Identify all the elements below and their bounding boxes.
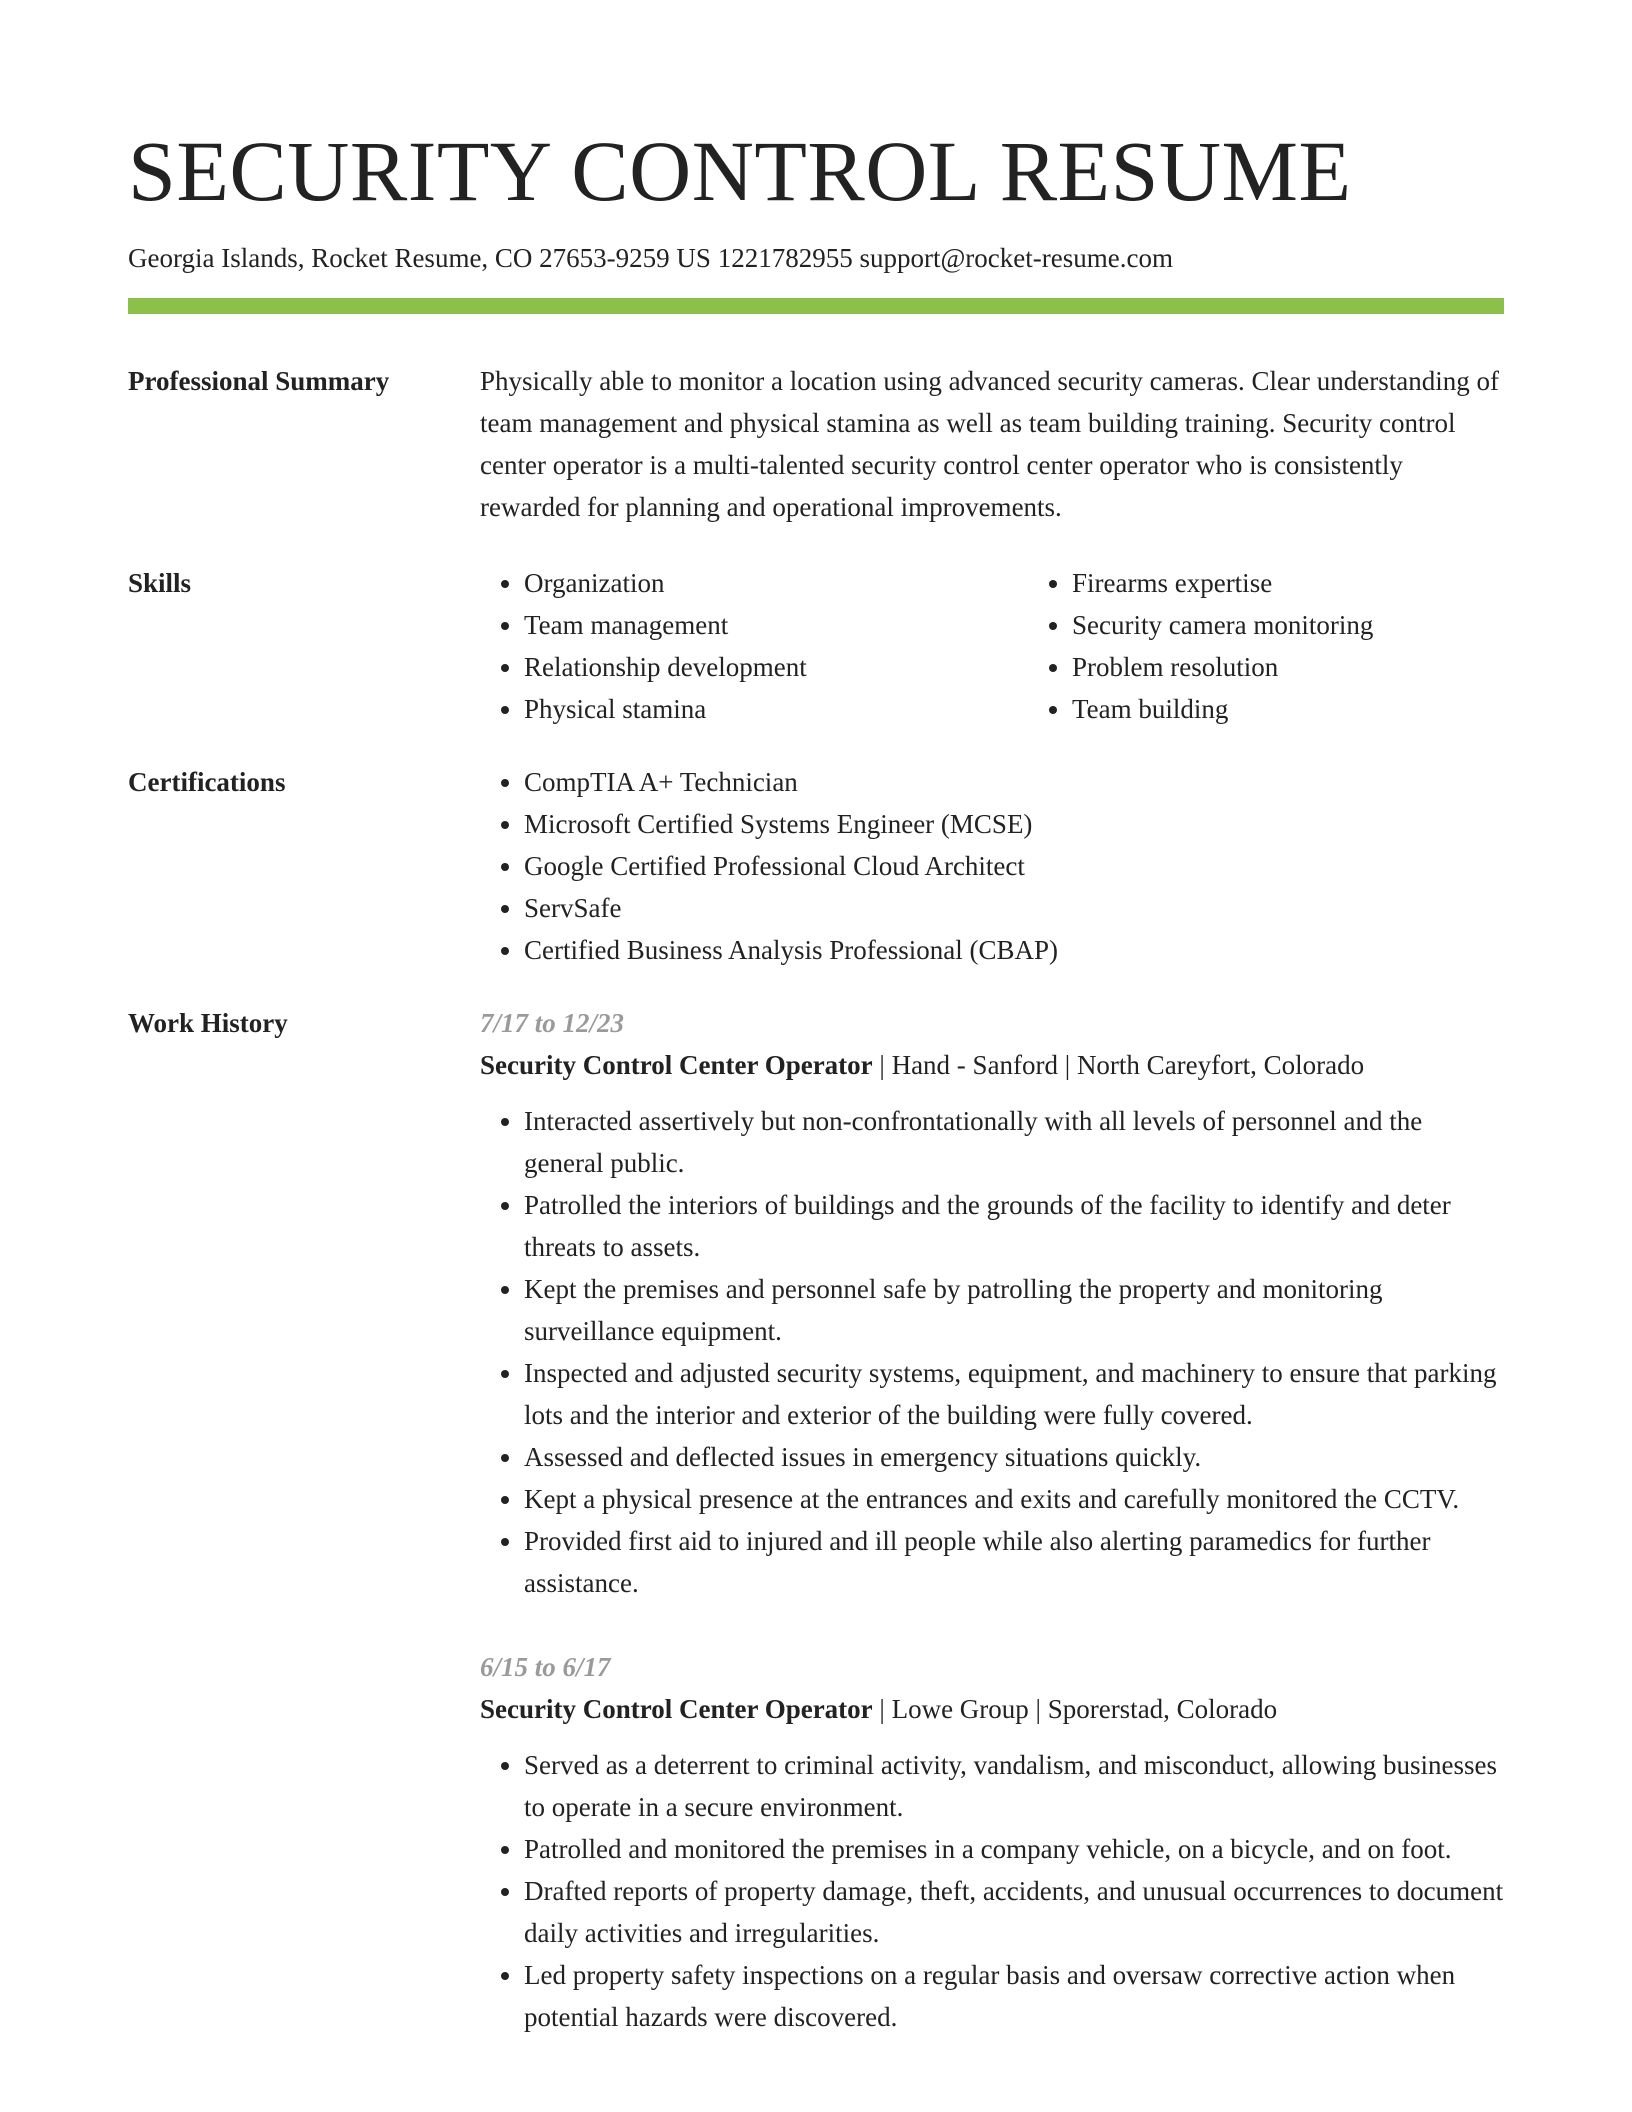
skills-label: Skills — [128, 568, 192, 599]
job-bullet: • Assessed and deflected issues in emergency situations quickly. — [524, 1436, 1504, 1478]
job-entry — [480, 1646, 1504, 2038]
job-details: | Lowe Group | Sporerstad, Colorado — [872, 1694, 1278, 1725]
certification-item: • Certified Business Analysis Professional (CBAP) — [524, 929, 1504, 971]
job-bullet: • Patrolled the interiors of buildings and the grounds of the facility to identify and deter threats to assets. — [524, 1184, 1504, 1268]
resume-title: SECURITY CONTROL RESUME — [128, 123, 1352, 219]
job-heading — [480, 1044, 1504, 1086]
certifications-label: Certifications — [128, 767, 286, 798]
skill-item: • Team management — [524, 604, 1028, 646]
contact-line: Georgia Islands, Rocket Resume, CO 27653-9259 US 1221782955 support@rocket-resume.com — [128, 243, 1173, 273]
summary-label: Professional Summary — [128, 366, 390, 397]
work-history-label: Work History — [128, 1008, 288, 1039]
job-bullet: • Patrolled and monitored the premises in a company vehicle, on a bicycle, and on foot. — [524, 1828, 1504, 1870]
job-bullet: • Led property safety inspections on a regular basis and oversaw corrective action when potential hazards were discovered. — [524, 1954, 1504, 2038]
skill-item: • Physical stamina — [524, 688, 1028, 730]
skill-item: • Firearms expertise — [1072, 562, 1576, 604]
skills-grid — [480, 562, 1576, 730]
job-bullet: • Drafted reports of property damage, theft, accidents, and unusual occurrences to document daily activities and irregularities. — [524, 1870, 1504, 1954]
summary-section — [128, 360, 1504, 528]
resume-page — [128, 0, 1504, 2080]
job-heading — [480, 1688, 1504, 1730]
work-history-section — [128, 1002, 1504, 2080]
skill-item: • Security camera monitoring — [1072, 604, 1576, 646]
accent-divider — [128, 298, 1504, 314]
certification-item: • Microsoft Certified Systems Engineer (MCSE) — [524, 803, 1504, 845]
summary-text: Physically able to monitor a location using advanced security cameras. Clear understanding of team management and physical stamina as well as team building training. Security control center operator is a multi-talented security control center operator who is consistently rewarded for planning and operational improvements. — [480, 366, 1499, 523]
skills-list-right — [1028, 562, 1576, 730]
certification-item: • ServSafe — [524, 887, 1504, 929]
job-bullet: • Provided first aid to injured and ill people while also alerting paramedics for further assistance. — [524, 1520, 1504, 1604]
job-dates: 7/17 to 12/23 — [480, 1008, 625, 1039]
job-bullet: • Served as a deterrent to criminal activity, vandalism, and misconduct, allowing businesses to operate in a secure environment. — [524, 1744, 1504, 1828]
certification-item: • CompTIA A+ Technician — [524, 761, 1504, 803]
certifications-list — [480, 761, 1504, 971]
skill-item: • Relationship development — [524, 646, 1028, 688]
skills-list-left — [480, 562, 1028, 730]
job-title: Security Control Center Operator — [480, 1050, 873, 1081]
job-bullet: • Kept the premises and personnel safe by patrolling the property and monitoring surveillance equipment. — [524, 1268, 1504, 1352]
certification-item: • Google Certified Professional Cloud Architect — [524, 845, 1504, 887]
job-bullet: • Kept a physical presence at the entrances and exits and carefully monitored the CCTV. — [524, 1478, 1504, 1520]
skill-item: • Problem resolution — [1072, 646, 1576, 688]
job-bullets — [480, 1744, 1504, 2038]
certifications-section — [128, 761, 1504, 971]
job-bullet: • Inspected and adjusted security systems, equipment, and machinery to ensure that parking lots and the interior and exterior of the building were fully covered. — [524, 1352, 1504, 1436]
job-details: | Hand - Sanford | North Careyfort, Colorado — [872, 1050, 1365, 1081]
job-dates: 6/15 to 6/17 — [480, 1652, 611, 1683]
job-title: Security Control Center Operator — [480, 1694, 873, 1725]
job-bullets — [480, 1100, 1504, 1604]
skills-section — [128, 562, 1504, 730]
job-entry — [480, 1002, 1504, 1604]
job-bullet: • Interacted assertively but non-confrontationally with all levels of personnel and the general public. — [524, 1100, 1504, 1184]
skill-item: • Organization — [524, 562, 1028, 604]
skill-item: • Team building — [1072, 688, 1576, 730]
